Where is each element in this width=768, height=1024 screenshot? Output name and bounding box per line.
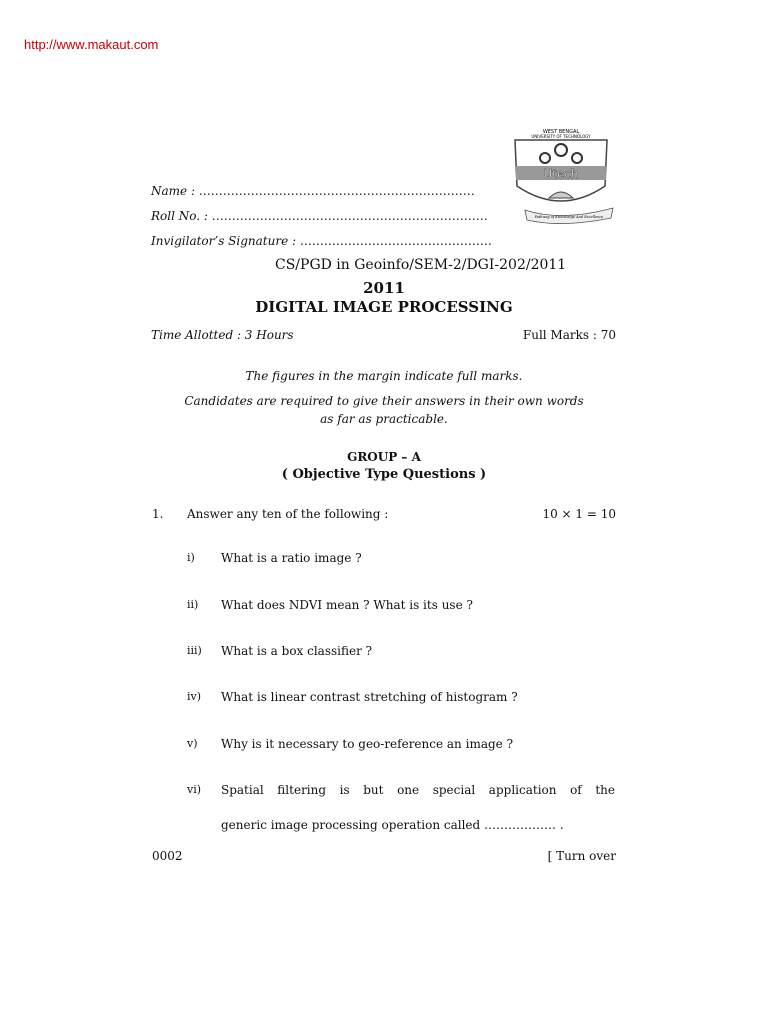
item-text: Spatial filtering is but one special application of the — [221, 783, 615, 797]
item-text: Why is it necessary to geo-reference an image ? — [221, 737, 514, 751]
item-text: What is a box classifier ? — [221, 644, 373, 658]
paper-title: DIGITAL IMAGE PROCESSING — [255, 298, 513, 316]
item-text: What is a ratio image ? — [221, 551, 362, 565]
university-logo — [505, 126, 617, 226]
time-allotted: Time Allotted : 3 Hours — [151, 328, 294, 342]
instruction-words: Candidates are required to give their answers in their own words — [184, 394, 584, 408]
item-text-continued: generic image processing operation called ……………… . — [221, 818, 564, 832]
instruction-marks: The figures in the margin indicate full marks. — [245, 369, 523, 383]
footer-code: 0002 — [152, 849, 183, 863]
svg-text:WEST BENGAL: WEST BENGAL — [542, 129, 580, 135]
item-number: iii) — [187, 644, 202, 657]
svg-text:Pathway of Knowledge And Excel: Pathway of Knowledge And Excellence — [534, 215, 604, 219]
item-number: v) — [187, 737, 198, 750]
item-number: ii) — [187, 598, 199, 611]
name-field: Name : …………………………………………………………… — [151, 184, 475, 198]
instruction-words-2: as far as practicable. — [320, 412, 448, 426]
item-number: vi) — [187, 783, 202, 796]
full-marks: Full Marks : 70 — [522, 328, 616, 342]
turn-over: [ Turn over — [547, 849, 616, 863]
item-number: iv) — [187, 690, 202, 703]
group-subheading: ( Objective Type Questions ) — [281, 467, 487, 482]
source-link[interactable]: http://www.makaut.com — [24, 37, 159, 52]
item-text: What is linear contrast stretching of histogram ? — [221, 690, 518, 704]
roll-field: Roll No. : …………………………………………………………… — [151, 209, 488, 223]
item-text: What does NDVI mean ? What is its use ? — [221, 598, 473, 612]
question-number: 1. — [152, 507, 164, 521]
paper-code: CS/PGD in Geoinfo/SEM-2/DGI-202/2011 — [275, 257, 567, 273]
signature-field: Invigilator’s Signature : ………………………………………… — [151, 234, 492, 248]
question-text: Answer any ten of the following : — [187, 507, 389, 521]
svg-text:UNIVERSITY OF TECHNOLOGY: UNIVERSITY OF TECHNOLOGY — [531, 134, 591, 139]
item-number: i) — [187, 551, 195, 564]
exam-year: 2011 — [363, 279, 405, 297]
svg-text:Utech: Utech — [543, 167, 579, 181]
question-marks: 10 × 1 = 10 — [542, 507, 616, 521]
group-heading: GROUP – A — [347, 450, 421, 464]
